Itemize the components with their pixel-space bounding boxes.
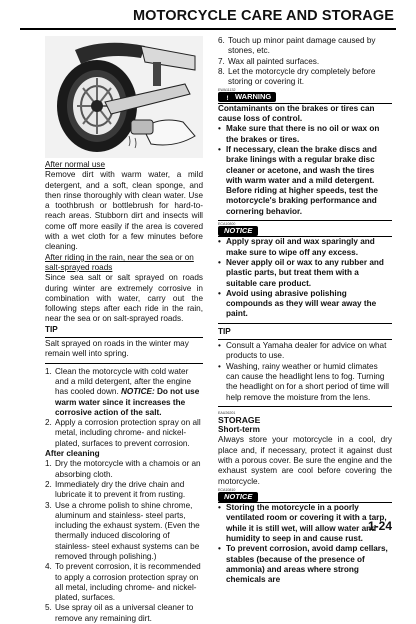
page-header	[20, 6, 396, 30]
continued-steps-list	[218, 36, 392, 87]
after-normal-use-body: Remove dirt with warm water, a mild detergent, and a soft, clean sponge, and then rinse thoroughly with clean water. Use a toothbrush or bottlebrush for hard-to-reach areas. Stubborn dirt and insects will come off more easily if the area is covered with a wet cloth for a few minutes before cleaning.	[45, 170, 203, 252]
list-item	[45, 562, 203, 603]
list-item	[218, 362, 392, 403]
list-item	[218, 67, 392, 88]
bullet-icon: •	[218, 237, 221, 247]
bullet-text: Storing the motorcycle in a poorly ventilated room or covering it with a tarp, while it is still wet, will allow water and humidity to seep in and cause rust.	[226, 503, 387, 544]
step-number: 6.	[218, 36, 225, 45]
tip-label: TIP	[45, 324, 58, 334]
step-number: 1.	[45, 459, 52, 469]
notice-badge: NOTICE	[218, 226, 258, 236]
list-item	[218, 124, 392, 145]
step-text: Immediately dry the drive chain and lubricate it to prevent it from rusting.	[55, 479, 186, 500]
step-text: Wax all painted surfaces.	[228, 56, 320, 66]
step-number: 8.	[218, 66, 225, 76]
warning-intro: Contaminants on the brakes or tires can cause loss of control.	[218, 103, 375, 124]
bullet-icon: •	[218, 341, 221, 351]
list-item	[45, 501, 203, 563]
after-normal-use-heading: After normal use	[45, 160, 106, 169]
list-item	[45, 418, 203, 449]
storage-body: Always store your motorcycle in a cool, dry place and, if necessary, protect it against dust with a porous cover. Be sure the engine and the exhaust system are cool before covering the motorcycle.	[218, 435, 392, 486]
list-item	[218, 36, 392, 57]
bullet-text: Apply spray oil and wax sparingly and make sure to wipe off any excess.	[226, 237, 375, 257]
list-item	[45, 459, 203, 480]
list-item	[218, 503, 392, 544]
left-column	[45, 36, 203, 624]
tip-rule	[45, 337, 203, 338]
notice2-block	[218, 492, 392, 586]
warning-block	[218, 92, 392, 221]
step-number: 4.	[45, 562, 52, 572]
list-item	[218, 145, 392, 217]
bullet-text: Make sure that there is no oil or wax on the brakes or tires.	[226, 124, 380, 144]
step-number: 5.	[45, 603, 52, 613]
list-item	[218, 544, 392, 585]
tip-end-rule	[45, 363, 203, 364]
step-text: To prevent corrosion, it is recommended to apply a corrosion protection spray on all metal, including chrome- and nickel-plated, surfaces.	[55, 562, 201, 603]
page-title: MOTORCYCLE CARE AND STORAGE	[132, 8, 394, 24]
step-number: 3.	[45, 500, 52, 510]
notice-end-rule	[218, 323, 392, 324]
tip-label: TIP	[218, 326, 231, 336]
bullet-icon: •	[218, 257, 221, 267]
notice-block	[218, 226, 392, 324]
storage-code: EAU26201	[218, 410, 236, 415]
rain-steps-list	[45, 367, 203, 449]
tip-body: Salt sprayed on roads in the winter may remain well into spring.	[45, 339, 189, 359]
step-number: 2.	[45, 479, 52, 489]
page-number: 1-24	[367, 519, 392, 533]
list-item	[45, 367, 203, 418]
step-text-main: Clean the motorcycle with cold water and a mild detergent, after the engine has cooled down.	[55, 366, 192, 397]
list-item	[218, 341, 392, 362]
step-text	[55, 367, 203, 418]
list-item	[218, 57, 392, 67]
bullet-icon: •	[218, 503, 221, 513]
step-text: Apply a corrosion protection spray on all metal, including chrome- and nickel-plated, surfaces to prevent corrosion.	[55, 418, 201, 448]
bullet-text: To prevent corrosion, avoid damp cellars, stables (because of the presence of ammonia) and areas where strong chemicals are	[226, 544, 388, 585]
right-column	[218, 36, 392, 586]
notice2-badge: NOTICE	[218, 492, 258, 502]
step-text: Touch up minor paint damage caused by stones, etc.	[228, 36, 376, 56]
list-item	[218, 258, 392, 289]
notice2-code: ECA10810	[218, 487, 236, 492]
storage-subheading: Short-term	[218, 425, 260, 435]
step-text: Use a chrome polish to shine chrome, aluminum and stainless- steel parts, including the exhaust system. (Even the thermally induced discoloring of stainless- steel exhaust systems can be removed through polishing.)	[55, 500, 200, 561]
bullet-text: Consult a Yamaha dealer for advice on what products to use.	[226, 341, 387, 361]
bullet-icon: •	[218, 544, 221, 554]
tip-rule	[218, 339, 392, 340]
notice-inline-text: Do not use warm water since it increases the corrosive action of the salt.	[55, 387, 200, 417]
motorcycle-cleaning-illustration	[45, 36, 203, 158]
after-riding-rain-body: Since sea salt or salt sprayed on roads during winter are extremely corrosive in combination with water, carry out the following steps after each ride in the rain, near the sea or on salt-sprayed roads.	[45, 273, 203, 324]
step-number: 7.	[218, 56, 225, 66]
notice-code: ECA10800	[218, 222, 236, 227]
step-text: Dry the motorcycle with a chamois or an absorbing cloth.	[55, 459, 201, 479]
bullet-text: Avoid using abrasive polishing compounds as they will wear away the paint.	[226, 288, 377, 319]
after-riding-rain-heading: After riding in the rain, near the sea or on salt-sprayed roads	[45, 252, 194, 272]
bullet-icon: •	[218, 361, 221, 371]
warning-end-rule	[218, 220, 392, 221]
bullet-text: If necessary, clean the brake discs and brake linings with a regular brake disc cleaner or acetone, and wash the tires with warm water and a mild detergent. Before riding at higher speeds, test the motorcycle's braking performance and cornering behavior.	[226, 144, 378, 216]
list-item	[45, 480, 203, 501]
warning-triangle-icon	[223, 93, 233, 102]
bullet-icon: •	[218, 288, 221, 298]
after-cleaning-list	[45, 459, 203, 624]
warning-code: EWA11132	[218, 88, 236, 93]
list-item	[218, 237, 392, 258]
cleaning-drawing	[45, 36, 203, 158]
tip-end-rule	[218, 406, 392, 407]
list-item	[218, 289, 392, 320]
step-number: 2.	[45, 418, 52, 428]
after-cleaning-heading: After cleaning	[45, 449, 100, 459]
bullet-icon: •	[218, 144, 221, 154]
notice-inline-label: NOTICE:	[121, 387, 155, 397]
list-item	[45, 603, 203, 624]
step-number: 1.	[45, 366, 52, 376]
bullet-text: Never apply oil or wax to any rubber and plastic parts, but treat them with a suitable care product.	[226, 257, 384, 288]
bullet-icon: •	[218, 124, 221, 134]
warning-badge	[218, 92, 276, 102]
step-text: Use spray oil as a universal cleaner to remove any remaining dirt.	[55, 603, 194, 623]
warning-label: WARNING	[235, 92, 272, 102]
step-text: Let the motorcycle dry completely before storing or covering it.	[228, 66, 376, 87]
bullet-text: Washing, rainy weather or humid climates can cause the headlight lens to fog. Turning the headlight on for a short period of time will help remove the moisture from the lens.	[226, 361, 389, 402]
storage-heading: STORAGE	[218, 414, 261, 425]
